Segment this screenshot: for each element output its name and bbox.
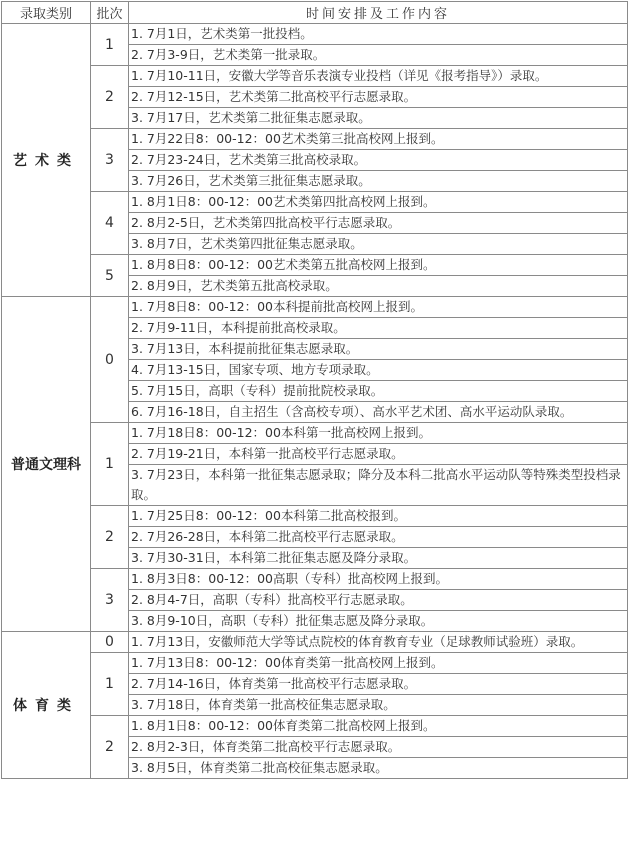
schedule-item: 3. 8月7日，艺术类第四批征集志愿录取。 <box>129 234 628 255</box>
schedule-item: 3. 7月26日，艺术类第三批征集志愿录取。 <box>129 171 628 192</box>
schedule-item: 2. 7月12-15日，艺术类第二批高校平行志愿录取。 <box>129 87 628 108</box>
schedule-item: 2. 7月26-28日，本科第二批高校平行志愿录取。 <box>129 527 628 548</box>
schedule-row <box>2 297 628 318</box>
batch-cell: 2 <box>91 66 129 129</box>
schedule-item: 3. 8月9-10日，高职（专科）批征集志愿及降分录取。 <box>129 611 628 632</box>
header-row <box>2 2 628 24</box>
schedule-row <box>2 506 628 527</box>
schedule-item: 2. 8月2-5日，艺术类第四批高校平行志愿录取。 <box>129 213 628 234</box>
schedule-item: 3. 7月18日，体育类第一批高校征集志愿录取。 <box>129 695 628 716</box>
schedule-item: 1. 7月8日8：00-12：00本科提前批高校网上报到。 <box>129 297 628 318</box>
batch-cell: 0 <box>91 297 129 423</box>
schedule-item: 2. 7月9-11日，本科提前批高校录取。 <box>129 318 628 339</box>
schedule-item: 2. 8月4-7日，高职（专科）批高校平行志愿录取。 <box>129 590 628 611</box>
schedule-row <box>2 716 628 737</box>
category-cell-sports: 体育类 <box>2 632 91 779</box>
schedule-item: 1. 7月22日8：00-12：00艺术类第三批高校网上报到。 <box>129 129 628 150</box>
schedule-item: 1. 7月10-11日，安徽大学等音乐表演专业投档（详见《报考指导》）录取。 <box>129 66 628 87</box>
schedule-row <box>2 423 628 444</box>
header-category: 录取类别 <box>2 2 91 24</box>
schedule-item: 3. 8月5日，体育类第二批高校征集志愿录取。 <box>129 758 628 779</box>
schedule-item: 1. 8月1日8：00-12：00艺术类第四批高校网上报到。 <box>129 192 628 213</box>
schedule-item: 2. 8月2-3日，体育类第二批高校平行志愿录取。 <box>129 737 628 758</box>
batch-cell: 1 <box>91 653 129 716</box>
schedule-item: 1. 7月25日8：00-12：00本科第二批高校报到。 <box>129 506 628 527</box>
batch-cell: 3 <box>91 129 129 192</box>
batch-cell: 4 <box>91 192 129 255</box>
admission-schedule-table <box>1 1 628 779</box>
schedule-item: 2. 7月14-16日，体育类第一批高校平行志愿录取。 <box>129 674 628 695</box>
batch-cell: 3 <box>91 569 129 632</box>
schedule-item: 3. 7月17日，艺术类第二批征集志愿录取。 <box>129 108 628 129</box>
schedule-item: 6. 7月16-18日，自主招生（含高校专项）、高水平艺术团、高水平运动队录取。 <box>129 402 628 423</box>
schedule-item: 1. 7月13日，安徽师范大学等试点院校的体育教育专业（足球教师试验班）录取。 <box>129 632 628 653</box>
header-content: 时间安排及工作内容 <box>129 2 628 24</box>
batch-cell: 5 <box>91 255 129 297</box>
schedule-row <box>2 255 628 276</box>
schedule-item: 2. 7月19-21日，本科第一批高校平行志愿录取。 <box>129 444 628 465</box>
header-batch: 批次 <box>91 2 129 24</box>
schedule-item: 3. 7月13日，本科提前批征集志愿录取。 <box>129 339 628 360</box>
schedule-item: 2. 8月9日，艺术类第五批高校录取。 <box>129 276 628 297</box>
schedule-row <box>2 569 628 590</box>
schedule-item: 1. 7月1日，艺术类第一批投档。 <box>129 24 628 45</box>
category-cell-general-arts-science: 普通文理科 <box>2 297 91 632</box>
schedule-item: 3. 7月23日，本科第一批征集志愿录取；降分及本科二批高水平运动队等特殊类型投档录取。 <box>129 465 628 506</box>
batch-cell: 0 <box>91 632 129 653</box>
schedule-row <box>2 653 628 674</box>
schedule-row <box>2 66 628 87</box>
schedule-item: 2. 7月3-9日，艺术类第一批录取。 <box>129 45 628 66</box>
admission-schedule-document <box>1 1 628 779</box>
schedule-row <box>2 24 628 45</box>
schedule-item: 1. 8月8日8：00-12：00艺术类第五批高校网上报到。 <box>129 255 628 276</box>
batch-cell: 2 <box>91 716 129 779</box>
schedule-item: 3. 7月30-31日，本科第二批征集志愿及降分录取。 <box>129 548 628 569</box>
category-cell-art: 艺术类 <box>2 24 91 297</box>
schedule-item: 5. 7月15日，高职（专科）提前批院校录取。 <box>129 381 628 402</box>
schedule-row <box>2 129 628 150</box>
schedule-item: 1. 8月1日8：00-12：00体育类第二批高校网上报到。 <box>129 716 628 737</box>
schedule-item: 2. 7月23-24日，艺术类第三批高校录取。 <box>129 150 628 171</box>
schedule-item: 1. 7月13日8：00-12：00体育类第一批高校网上报到。 <box>129 653 628 674</box>
schedule-item: 1. 7月18日8：00-12：00本科第一批高校网上报到。 <box>129 423 628 444</box>
schedule-row <box>2 632 628 653</box>
schedule-item: 1. 8月3日8：00-12：00高职（专科）批高校网上报到。 <box>129 569 628 590</box>
schedule-item: 4. 7月13-15日，国家专项、地方专项录取。 <box>129 360 628 381</box>
batch-cell: 1 <box>91 24 129 66</box>
batch-cell: 2 <box>91 506 129 569</box>
batch-cell: 1 <box>91 423 129 506</box>
schedule-row <box>2 192 628 213</box>
